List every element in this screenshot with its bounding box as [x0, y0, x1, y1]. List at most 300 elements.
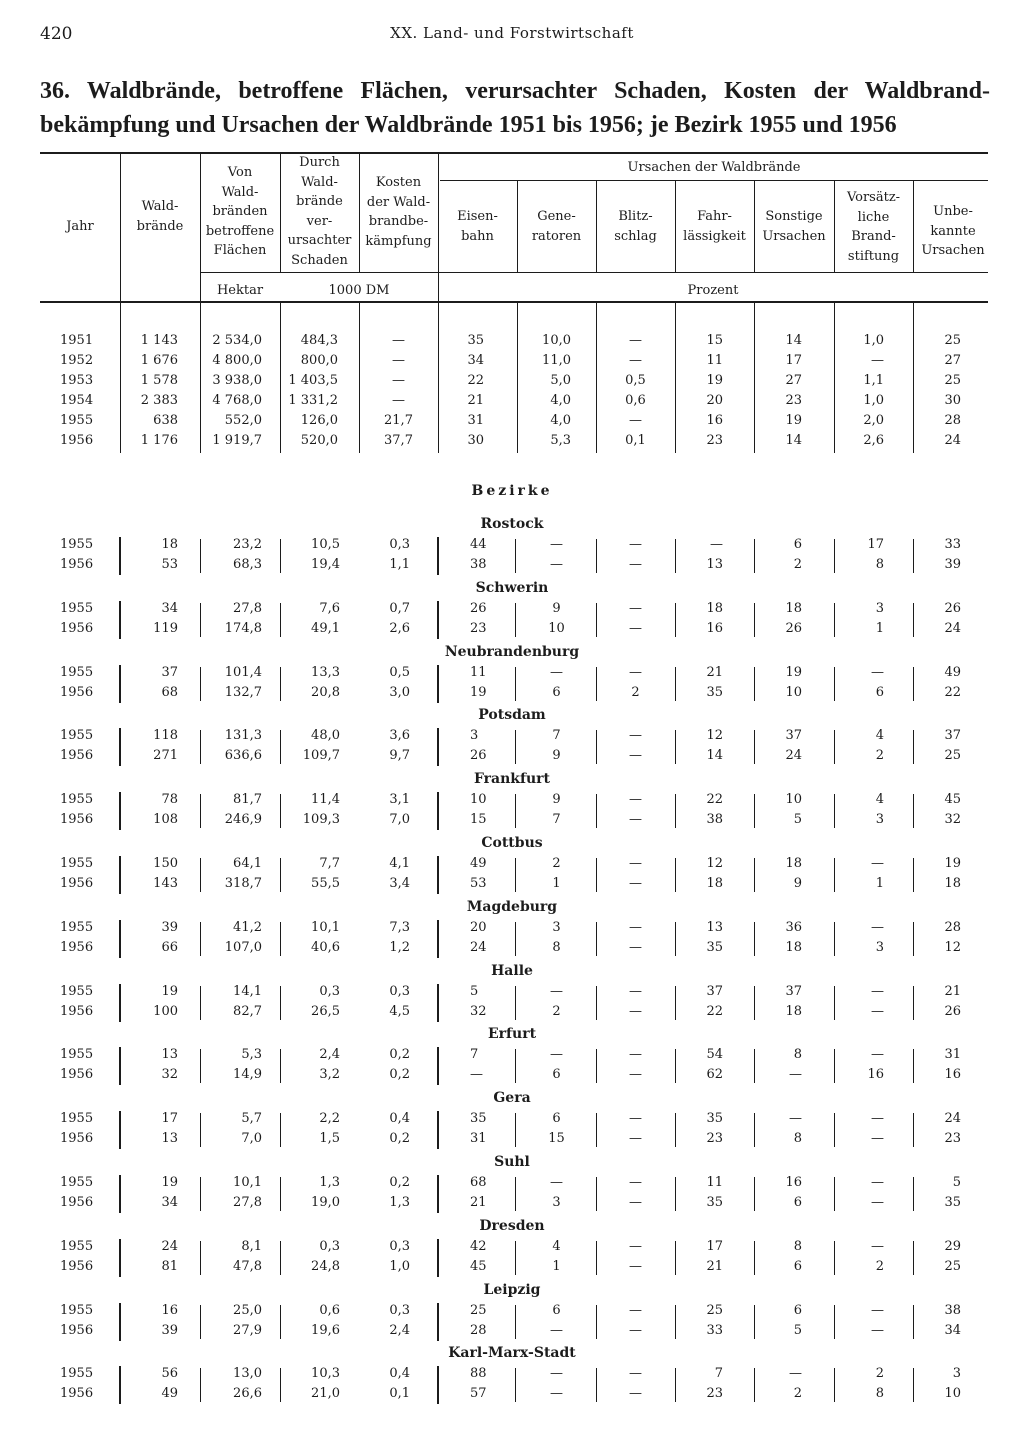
- column-divider: [280, 1368, 281, 1402]
- column-divider: [515, 794, 516, 828]
- cell-jahr: 1956: [60, 1195, 94, 1210]
- column-divider: [437, 1303, 439, 1341]
- cell-flaechen: 636,6: [224, 748, 262, 764]
- hdr-line: ursachter: [287, 233, 352, 249]
- column-divider: [754, 303, 755, 453]
- column-divider: [200, 1177, 201, 1211]
- column-divider: [834, 1368, 835, 1402]
- cell-generatoren: 15: [548, 1131, 565, 1147]
- cell-fahrlaessigkeit: 23: [706, 1131, 723, 1147]
- column-divider: [834, 858, 835, 892]
- cell-schaden: 19,0: [311, 1195, 340, 1210]
- cell-eisenbahn: 53: [470, 876, 487, 891]
- cell-flaechen: 4 768,0: [212, 393, 262, 408]
- cell-schaden: 2,4: [319, 1047, 340, 1063]
- cell-schaden: 11,4: [311, 792, 340, 808]
- cell-brandstiftung: —: [871, 1003, 884, 1019]
- cell-generatoren: 10: [548, 620, 565, 636]
- column-divider: [754, 1177, 755, 1211]
- cell-kosten: 7,3: [389, 919, 410, 935]
- district-name: Neubrandenburg: [444, 643, 580, 660]
- column-divider: [200, 667, 201, 701]
- cell-unbekannt: 32: [944, 812, 961, 828]
- cell-waldbraende: 37: [161, 664, 178, 680]
- cell-blitzschlag: —: [629, 1175, 642, 1190]
- cell-generatoren: —: [550, 1175, 563, 1190]
- cell-fahrlaessigkeit: 35: [706, 1111, 723, 1127]
- cell-jahr: 1956: [60, 876, 94, 891]
- cell-sonstige: 24: [785, 748, 802, 764]
- cell-schaden: 7,6: [319, 600, 340, 616]
- column-divider: [596, 303, 597, 453]
- cell-kosten: 3,1: [389, 792, 410, 808]
- column-divider: [437, 984, 439, 1022]
- cell-generatoren: —: [550, 537, 563, 552]
- cell-generatoren: 8: [552, 939, 561, 955]
- column-divider: [913, 1049, 914, 1083]
- cell-brandstiftung: —: [871, 1175, 884, 1190]
- hdr-line: lässigkeit: [683, 228, 746, 244]
- column-divider: [280, 858, 281, 892]
- cell-waldbraende: 19: [161, 983, 178, 999]
- cell-blitzschlag: —: [629, 1067, 642, 1083]
- column-divider: [754, 539, 755, 573]
- cell-flaechen: 82,7: [233, 1003, 262, 1019]
- cell-blitzschlag: —: [629, 856, 642, 871]
- cell-unbekannt: 29: [944, 1238, 961, 1254]
- hdr-line: brände: [136, 218, 184, 234]
- column-divider: [515, 603, 516, 637]
- cell-blitzschlag: —: [629, 812, 642, 828]
- cell-brandstiftung: 3: [875, 939, 884, 955]
- cell-waldbraende: 39: [161, 1322, 178, 1338]
- cell-kosten: 1,1: [389, 557, 410, 572]
- column-divider: [515, 986, 516, 1020]
- cell-fahrlaessigkeit: 25: [706, 1302, 723, 1318]
- cell-brandstiftung: —: [871, 983, 884, 999]
- column-divider: [596, 858, 597, 892]
- hdr-line: betroffene: [205, 223, 275, 239]
- column-divider: [834, 1113, 835, 1147]
- cell-waldbraende: 638: [153, 413, 178, 428]
- column-divider: [437, 856, 439, 894]
- cell-unbekannt: 16: [944, 1067, 961, 1083]
- cell-unbekannt: 24: [944, 433, 961, 448]
- cell-jahr: 1955: [60, 664, 94, 680]
- col-header-jahr: [40, 217, 120, 237]
- column-divider: [280, 922, 281, 956]
- column-divider: [119, 1366, 121, 1404]
- cell-jahr: 1951: [60, 333, 94, 348]
- column-divider: [913, 1368, 914, 1402]
- column-divider: [280, 730, 281, 764]
- cell-unbekannt: 21: [944, 983, 961, 999]
- cell-waldbraende: 100: [153, 1003, 178, 1019]
- cell-sonstige: 2: [793, 557, 802, 572]
- cell-unbekannt: 45: [944, 792, 961, 808]
- cell-eisenbahn: 3: [470, 728, 479, 744]
- cell-sonstige: 16: [785, 1175, 802, 1190]
- cell-flaechen: 27,8: [233, 600, 262, 616]
- cell-kosten: 4,1: [389, 856, 410, 871]
- cell-brandstiftung: —: [871, 1047, 884, 1063]
- cell-kosten: 1,3: [389, 1195, 410, 1210]
- cell-kosten: —: [392, 353, 405, 368]
- cell-generatoren: —: [550, 1386, 563, 1402]
- column-divider: [913, 1177, 914, 1211]
- cell-flaechen: 318,7: [224, 876, 262, 891]
- hdr-line: Von: [227, 165, 253, 180]
- cell-eisenbahn: 31: [470, 1131, 487, 1147]
- cell-eisenbahn: 35: [470, 1111, 487, 1127]
- cell-unbekannt: 39: [944, 557, 961, 572]
- cell-unbekannt: 25: [944, 333, 961, 348]
- hdr-line: ver-: [306, 213, 333, 229]
- column-divider: [515, 1368, 516, 1402]
- cell-schaden: 19,4: [311, 557, 340, 572]
- column-divider: [675, 922, 676, 956]
- column-divider: [200, 922, 201, 956]
- hdr-line: Ursachen: [762, 228, 826, 244]
- cell-flaechen: 27,9: [233, 1322, 262, 1338]
- cell-jahr: 1954: [60, 393, 94, 408]
- cell-sonstige: 6: [793, 1195, 802, 1210]
- column-divider: [119, 856, 121, 894]
- column-divider: [515, 1305, 516, 1339]
- cell-kosten: 3,6: [389, 728, 410, 744]
- cell-brandstiftung: —: [871, 664, 884, 680]
- cell-brandstiftung: 17: [867, 537, 884, 552]
- column-divider: [834, 794, 835, 828]
- cell-jahr: 1956: [60, 939, 94, 955]
- cell-blitzschlag: —: [629, 1258, 642, 1274]
- cell-kosten: 0,3: [389, 1238, 410, 1254]
- cell-brandstiftung: 2,0: [863, 413, 884, 428]
- cell-schaden: 800,0: [300, 353, 338, 368]
- cell-sonstige: 23: [785, 393, 802, 408]
- cell-flaechen: 64,1: [233, 856, 262, 871]
- column-divider: [913, 1241, 914, 1275]
- cell-blitzschlag: —: [629, 353, 642, 368]
- cell-kosten: 7,0: [389, 812, 410, 828]
- district-name: Frankfurt: [473, 771, 551, 788]
- cell-blitzschlag: —: [629, 600, 642, 616]
- hdr-line: Gene-: [537, 209, 576, 224]
- cell-unbekannt: 35: [944, 1195, 961, 1210]
- cell-kosten: 0,2: [389, 1131, 410, 1147]
- column-divider: [200, 1241, 201, 1275]
- cell-waldbraende: 19: [161, 1175, 178, 1190]
- cell-generatoren: 1: [552, 876, 561, 891]
- cell-schaden: 3,2: [319, 1067, 340, 1083]
- cell-jahr: 1955: [60, 537, 94, 552]
- cell-brandstiftung: —: [871, 1195, 884, 1210]
- cell-brandstiftung: 6: [875, 684, 884, 700]
- cell-kosten: 0,3: [389, 983, 410, 999]
- column-divider: [280, 303, 281, 453]
- column-divider: [834, 986, 835, 1020]
- column-divider: [913, 603, 914, 637]
- column-divider: [200, 986, 201, 1020]
- cell-waldbraende: 56: [161, 1366, 178, 1382]
- cell-blitzschlag: —: [629, 664, 642, 680]
- column-divider: [437, 792, 439, 830]
- column-divider: [200, 603, 201, 637]
- cell-fahrlaessigkeit: 20: [706, 393, 723, 408]
- cell-fahrlaessigkeit: 13: [706, 557, 723, 572]
- cell-eisenbahn: —: [470, 1067, 483, 1083]
- column-divider: [834, 1177, 835, 1211]
- cell-blitzschlag: 0,5: [625, 373, 646, 388]
- cell-flaechen: 246,9: [224, 812, 262, 828]
- column-divider: [280, 986, 281, 1020]
- cell-fahrlaessigkeit: 23: [706, 1386, 723, 1402]
- cell-eisenbahn: 26: [470, 748, 487, 764]
- column-divider: [754, 730, 755, 764]
- cell-fahrlaessigkeit: 7: [714, 1366, 723, 1382]
- cell-flaechen: 552,0: [224, 413, 262, 428]
- cell-blitzschlag: —: [629, 876, 642, 891]
- cell-fahrlaessigkeit: 15: [706, 333, 723, 348]
- cell-blitzschlag: —: [629, 1238, 642, 1254]
- column-divider: [913, 667, 914, 701]
- cell-waldbraende: 13: [161, 1047, 178, 1063]
- cell-jahr: 1956: [60, 1003, 94, 1019]
- cell-brandstiftung: —: [871, 353, 884, 368]
- cell-unbekannt: 22: [944, 684, 961, 700]
- cell-blitzschlag: —: [629, 333, 642, 348]
- cell-generatoren: 7: [552, 728, 561, 744]
- column-divider: [675, 1177, 676, 1211]
- cell-brandstiftung: 1: [875, 876, 884, 891]
- cell-unbekannt: 38: [944, 1302, 961, 1318]
- cell-unbekannt: 5: [952, 1175, 961, 1190]
- col-header-generatoren: [517, 207, 596, 246]
- cell-unbekannt: 37: [944, 728, 961, 744]
- cell-flaechen: 1 919,7: [212, 433, 262, 448]
- cell-kosten: 0,1: [389, 1386, 410, 1402]
- col-header-ursachen-group: [440, 158, 988, 178]
- cell-unbekannt: 25: [944, 373, 961, 388]
- cell-waldbraende: 271: [153, 748, 178, 764]
- cell-sonstige: 19: [785, 413, 802, 428]
- column-divider: [119, 1175, 121, 1213]
- cell-fahrlaessigkeit: 19: [706, 373, 723, 388]
- cell-blitzschlag: —: [629, 537, 642, 552]
- column-divider: [834, 539, 835, 573]
- cell-eisenbahn: 44: [470, 537, 487, 552]
- column-divider: [596, 1305, 597, 1339]
- cell-kosten: 9,7: [389, 748, 410, 764]
- cell-flaechen: 68,3: [233, 557, 262, 572]
- cell-eisenbahn: 25: [470, 1302, 487, 1318]
- hdr-line: kannte: [930, 223, 976, 239]
- column-divider: [515, 730, 516, 764]
- cell-jahr: 1956: [60, 812, 94, 828]
- cell-schaden: 10,1: [311, 919, 340, 935]
- cell-kosten: 0,2: [389, 1067, 410, 1083]
- cell-eisenbahn: 20: [470, 919, 487, 935]
- column-divider: [913, 539, 914, 573]
- cell-eisenbahn: 21: [467, 393, 484, 408]
- col-header-fahrlaessigkeit: [675, 207, 754, 246]
- cell-schaden: 1,3: [319, 1175, 340, 1190]
- cell-waldbraende: 68: [161, 684, 178, 700]
- column-divider: [200, 1305, 201, 1339]
- cell-kosten: 37,7: [384, 433, 413, 448]
- column-divider: [754, 1305, 755, 1339]
- column-divider: [675, 1305, 676, 1339]
- cell-blitzschlag: —: [629, 792, 642, 808]
- cell-jahr: 1955: [60, 413, 94, 428]
- cell-brandstiftung: 4: [875, 792, 884, 808]
- hdr-line: Schaden: [291, 252, 348, 268]
- column-divider: [280, 1241, 281, 1275]
- cell-unbekannt: 27: [944, 353, 961, 368]
- title-line-1: 36. Waldbrände, betroffene Flächen, verursachter Schaden, Kosten der Waldbrand-: [40, 78, 990, 104]
- cell-kosten: 0,4: [389, 1366, 410, 1382]
- column-divider: [200, 1368, 201, 1402]
- cell-generatoren: 5,3: [550, 433, 571, 448]
- cell-brandstiftung: —: [871, 919, 884, 935]
- hdr-line: Brand-: [851, 229, 896, 245]
- cell-sonstige: 18: [785, 600, 802, 616]
- col-header-waldbraende: [120, 197, 200, 236]
- column-divider: [675, 1113, 676, 1147]
- column-divider: [675, 667, 676, 701]
- column-divider: [913, 922, 914, 956]
- cell-blitzschlag: —: [629, 1195, 642, 1210]
- cell-generatoren: 9: [552, 748, 561, 764]
- cell-kosten: 0,5: [389, 664, 410, 680]
- cell-kosten: 1,2: [389, 939, 410, 955]
- cell-blitzschlag: —: [629, 413, 642, 428]
- cell-waldbraende: 108: [153, 812, 178, 828]
- column-divider: [280, 539, 281, 573]
- cell-waldbraende: 78: [161, 792, 178, 808]
- cell-jahr: 1956: [60, 1258, 94, 1274]
- cell-unbekannt: 19: [944, 856, 961, 871]
- column-divider: [596, 1049, 597, 1083]
- cell-sonstige: 10: [785, 792, 802, 808]
- cell-waldbraende: 32: [161, 1067, 178, 1083]
- district-name: Cottbus: [481, 835, 543, 851]
- title-line-2: bekämpfung und Ursachen der Waldbrände 1951 bis 1956; je Bezirk 1955 und 1956: [40, 112, 897, 138]
- cell-unbekannt: 23: [944, 1131, 961, 1147]
- unit-1000-dm: 1000 DM: [328, 283, 390, 298]
- cell-unbekannt: 10: [944, 1386, 961, 1402]
- cell-schaden: 48,0: [311, 728, 340, 744]
- cell-unbekannt: 31: [944, 1047, 961, 1063]
- cell-generatoren: —: [550, 1366, 563, 1382]
- cell-waldbraende: 118: [153, 728, 178, 744]
- page-number: 420: [40, 24, 73, 44]
- cell-fahrlaessigkeit: 13: [706, 919, 723, 935]
- cell-waldbraende: 1 143: [140, 333, 178, 348]
- cell-sonstige: 10: [785, 684, 802, 700]
- unit-row-rule: [200, 272, 988, 273]
- column-divider: [754, 922, 755, 956]
- cell-brandstiftung: —: [871, 1111, 884, 1127]
- column-divider: [596, 794, 597, 828]
- column-divider: [754, 1368, 755, 1402]
- column-divider: [517, 303, 518, 453]
- cell-brandstiftung: 3: [875, 812, 884, 828]
- cell-fahrlaessigkeit: 38: [706, 812, 723, 828]
- column-divider: [515, 667, 516, 701]
- cell-fahrlaessigkeit: 16: [706, 620, 723, 636]
- cell-blitzschlag: —: [629, 728, 642, 744]
- cell-schaden: 49,1: [311, 620, 340, 636]
- cell-blitzschlag: —: [629, 557, 642, 572]
- cell-schaden: 24,8: [311, 1258, 340, 1274]
- cell-waldbraende: 66: [161, 939, 178, 955]
- column-divider: [913, 794, 914, 828]
- column-divider: [437, 1047, 439, 1085]
- cell-generatoren: 9: [552, 792, 561, 808]
- cell-flaechen: 14,1: [233, 983, 262, 999]
- cell-flaechen: 81,7: [233, 792, 262, 808]
- column-divider: [515, 922, 516, 956]
- cell-jahr: 1955: [60, 1047, 94, 1063]
- cell-fahrlaessigkeit: 18: [706, 876, 723, 891]
- cell-schaden: 0,6: [319, 1302, 340, 1318]
- cell-fahrlaessigkeit: 11: [706, 353, 723, 368]
- cell-generatoren: 6: [552, 1302, 561, 1318]
- cell-generatoren: 10,0: [542, 333, 571, 348]
- cell-jahr: 1955: [60, 1111, 94, 1127]
- hdr-line: Unbe-: [933, 204, 973, 219]
- cell-waldbraende: 49: [161, 1386, 178, 1402]
- cell-eisenbahn: 68: [470, 1175, 487, 1190]
- column-divider: [596, 1368, 597, 1402]
- cell-jahr: 1955: [60, 792, 94, 808]
- hdr-line: der Wald-: [366, 194, 431, 210]
- cell-brandstiftung: 4: [875, 728, 884, 744]
- cell-generatoren: 4,0: [550, 413, 571, 428]
- column-divider: [834, 1049, 835, 1083]
- cell-schaden: 20,8: [311, 684, 340, 700]
- cell-blitzschlag: —: [629, 1386, 642, 1402]
- cell-unbekannt: 25: [944, 748, 961, 764]
- cell-jahr: 1956: [60, 1322, 94, 1338]
- cell-jahr: 1956: [60, 620, 94, 636]
- district-name: Gera: [493, 1090, 531, 1107]
- cell-sonstige: 6: [793, 1302, 802, 1318]
- hdr-line: brände: [296, 194, 343, 210]
- cell-generatoren: 2: [552, 856, 561, 871]
- column-divider: [754, 794, 755, 828]
- column-divider: [596, 1113, 597, 1147]
- cell-generatoren: 5,0: [550, 373, 571, 388]
- column-divider: [437, 920, 439, 958]
- cell-schaden: 10,3: [311, 1366, 340, 1382]
- cell-kosten: 1,0: [389, 1258, 410, 1274]
- cell-schaden: 1 403,5: [288, 373, 338, 388]
- running-head: XX. Land- und Forstwirtschaft: [390, 24, 634, 42]
- hdr-line: ratoren: [531, 228, 582, 244]
- column-divider: [913, 730, 914, 764]
- cell-fahrlaessigkeit: 21: [706, 1258, 723, 1274]
- column-divider: [596, 603, 597, 637]
- cell-flaechen: 3 938,0: [212, 373, 262, 388]
- cell-sonstige: 14: [785, 333, 802, 348]
- cell-eisenbahn: 23: [470, 620, 487, 636]
- hdr-line: Sonstige: [765, 209, 823, 224]
- unit-hektar: Hektar: [216, 283, 264, 298]
- column-divider: [596, 539, 597, 573]
- cell-waldbraende: 39: [161, 919, 178, 935]
